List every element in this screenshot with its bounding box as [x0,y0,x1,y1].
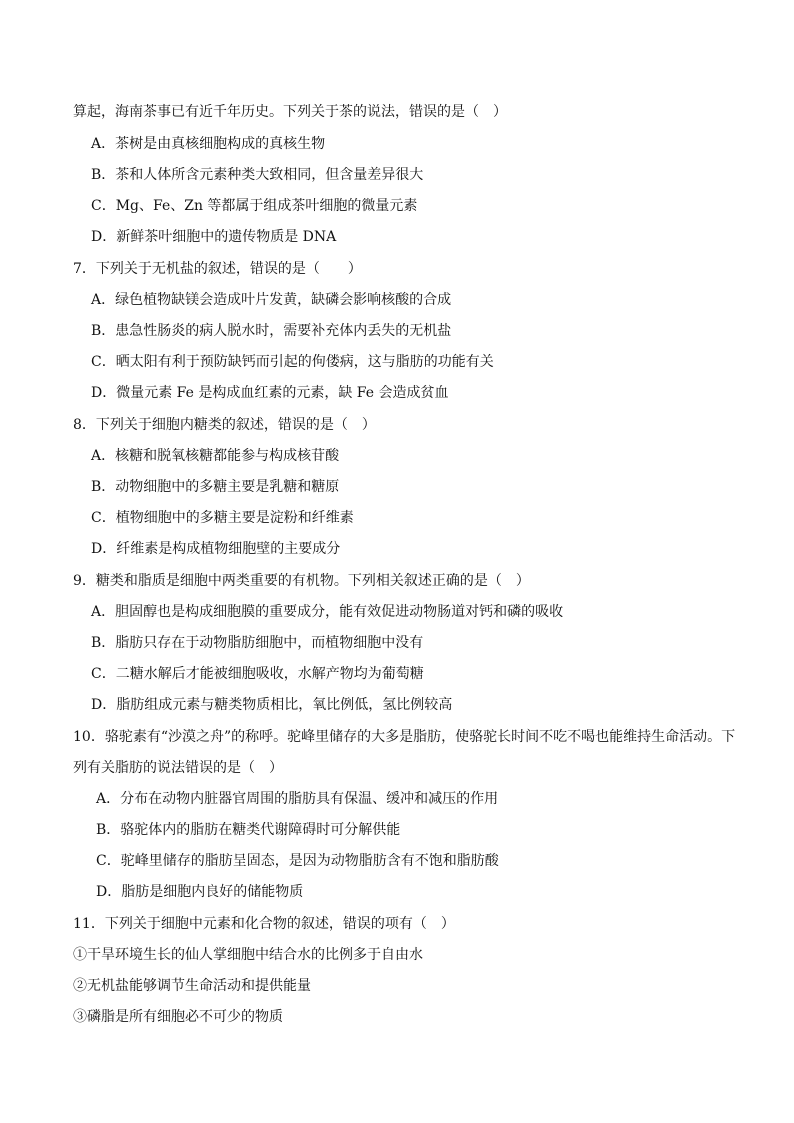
q9-option-d: D．脂肪组成元素与糖类物质相比，氧比例低，氢比例较高 [91,697,453,713]
q7-option-d: D．微量元素 Fe 是构成血红素的元素，缺 Fe 会造成贫血 [91,385,449,401]
q7-option-b: B．患急性肠炎的病人脱水时，需要补充体内丢失的无机盐 [91,323,452,339]
q9-option-b: B．脂肪只存在于动物脂肪细胞中，而植物细胞中没有 [91,635,424,651]
q7-stem: 7．下列关于无机盐的叙述，错误的是（ ） [73,261,362,277]
q8-option-b: B．动物细胞中的多糖主要是乳糖和糖原 [91,479,340,495]
q11-stem: 11．下列关于细胞中元素和化合物的叙述，错误的项有（ ） [73,916,455,932]
q10-option-d: D．脂肪是细胞内良好的储能物质 [96,884,304,900]
q6-option-b: B．茶和人体所含元素种类大致相同，但含量差异很大 [91,167,424,183]
q9-option-a: A．胆固醇也是构成细胞膜的重要成分，能有效促进动物肠道对钙和磷的吸收 [91,604,564,620]
q10-stem-line1: 10．骆驼素有“沙漠之舟”的称呼。驼峰里储存的大多是脂肪，使骆驼长时间不吃不喝也能维持生命活动。下 [73,729,736,745]
q11-item-2: ②无机盐能够调节生命活动和提供能量 [73,978,311,994]
q10-stem-line2: 列有关脂肪的说法错误的是（ ） [73,760,283,776]
q9-option-c: C．二糖水解后才能被细胞吸收，水解产物均为葡萄糖 [91,666,424,682]
q10-option-a: A．分布在动物内脏器官周围的脂肪具有保温、缓冲和减压的作用 [96,791,499,807]
q11-item-1: ①干旱环境生长的仙人掌细胞中结合水的比例多于自由水 [73,947,423,963]
q6-stem: 算起，海南茶事已有近千年历史。下列关于茶的说法，错误的是（ ） [73,104,507,120]
q7-option-a: A．绿色植物缺镁会造成叶片发黄，缺磷会影响核酸的合成 [91,292,452,308]
q8-stem: 8．下列关于细胞内糖类的叙述，错误的是（ ） [73,417,376,433]
q10-option-c: C．驼峰里储存的脂肪呈固态，是因为动物脂肪含有不饱和脂肪酸 [96,853,499,869]
q6-option-a: A．茶树是由真核细胞构成的真核生物 [91,136,326,152]
q8-option-d: D．纤维素是构成植物细胞壁的主要成分 [91,541,341,557]
q7-option-c: C．晒太阳有利于预防缺钙而引起的佝偻病，这与脂肪的功能有关 [91,354,494,370]
q6-option-c: C．Mg、Fe、Zn 等都属于组成茶叶细胞的微量元素 [91,198,418,214]
q8-option-a: A．核糖和脱氧核糖都能参与构成核苷酸 [91,448,340,464]
q6-option-d: D．新鲜茶叶细胞中的遗传物质是 DNA [91,229,337,245]
q9-stem: 9．糖类和脂质是细胞中两类重要的有机物。下列相关叙述正确的是（ ） [73,573,530,589]
q8-option-c: C．植物细胞中的多糖主要是淀粉和纤维素 [91,510,354,526]
q11-item-3: ③磷脂是所有细胞必不可少的物质 [73,1009,283,1025]
q10-option-b: B．骆驼体内的脂肪在糖类代谢障碍时可分解供能 [96,822,401,838]
